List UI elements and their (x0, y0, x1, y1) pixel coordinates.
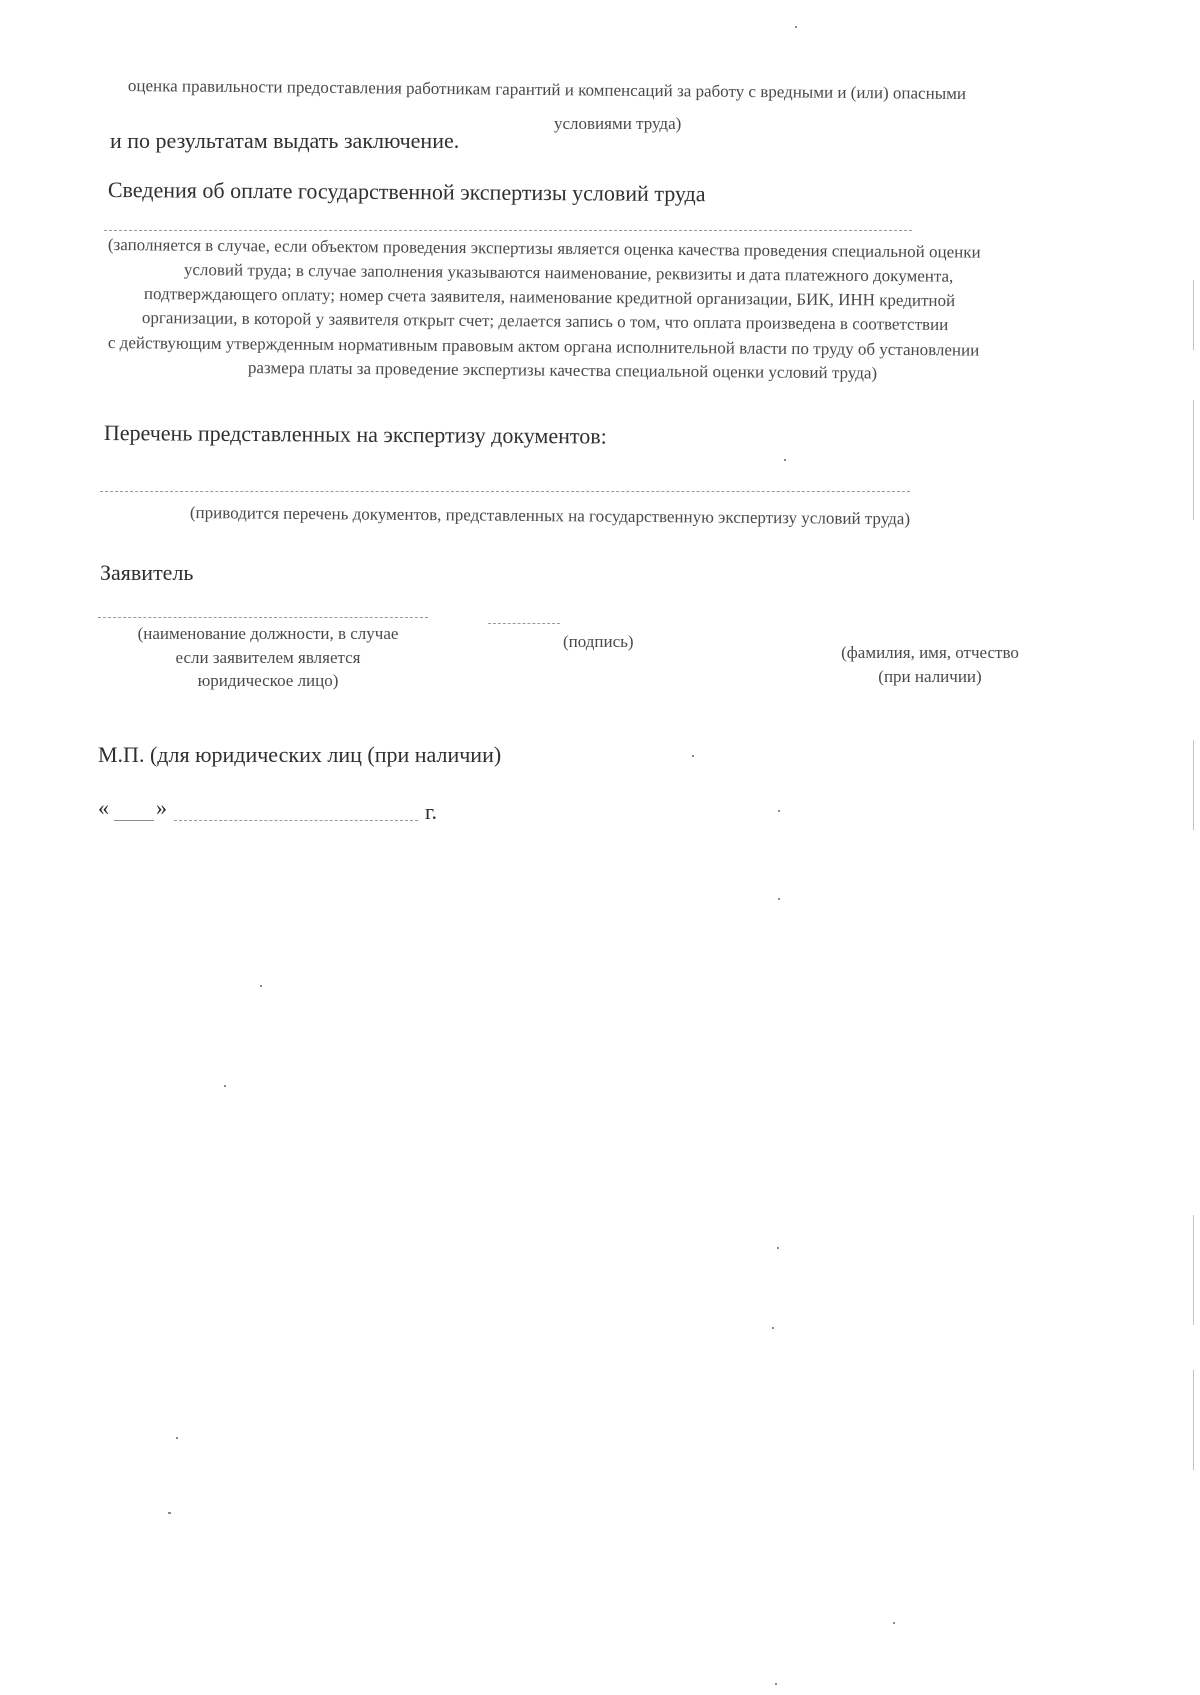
scan-speck (772, 1327, 774, 1329)
payment-info-line (104, 230, 912, 231)
date-month-line (174, 820, 418, 821)
signature-hint: (подпись) (563, 632, 634, 651)
expertise-subject-note-line1: оценка правильности предоставления работникам гарантий и компенсаций за работу с вредными и (или) опасными (127, 76, 967, 104)
applicant-position-line (98, 617, 428, 618)
scan-edge-mark (1193, 1370, 1194, 1470)
scan-speck (168, 1512, 171, 1514)
date-year-suffix: г. (425, 799, 438, 824)
payment-hint-line-4: организации, в которой у заявителя открыт счет; делается запись о том, что оплата произведена в соответствии (141, 308, 949, 335)
date-close-quote: » (156, 795, 167, 820)
position-hint-3: юридическое лицо) (197, 671, 339, 690)
documents-hint: (приводится перечень документов, представленных на государственную экспертизу условий труда) (189, 503, 911, 529)
stamp-text: М.П. (для юридических лиц (при наличии) (98, 742, 502, 767)
applicant-heading: Заявитель (100, 560, 194, 585)
name-hint-1: (фамилия, имя, отчество (841, 643, 1019, 662)
scan-speck (692, 755, 694, 757)
payment-hint-line-5: с действующим утвержденным нормативным правовым актом органа исполнительной власти по труду об установлении (107, 333, 980, 360)
payment-hint-line-1: (заполняется в случае, если объектом проведения экспертизы является оценка качества проведения специальной оценки (107, 235, 981, 262)
documents-section-heading: Перечень представленных на экспертизу документов: (103, 420, 607, 449)
position-hint-2: если заявителем является (175, 648, 361, 667)
scan-speck (778, 898, 780, 900)
position-hint-1: (наименование должности, в случае (137, 624, 399, 643)
scan-edge-mark (1193, 400, 1194, 520)
payment-hint-line-6: размера платы за проведение экспертизы качества специальной оценки условий труда) (247, 358, 878, 383)
date-open-quote: « (98, 795, 109, 820)
payment-hint-line-3: подтверждающего оплату; номер счета заявителя, наименование кредитной организации, БИК, ИНН кредитной (143, 284, 956, 311)
scan-speck (260, 985, 262, 987)
scan-speck (795, 26, 797, 28)
payment-hint-line-2: условий труда; в случае заполнения указываются наименование, реквизиты и дата платежного документа, (183, 260, 954, 286)
scan-speck (775, 1683, 777, 1685)
scan-speck (778, 810, 780, 812)
scan-speck (777, 1247, 779, 1249)
scan-speck (176, 1437, 178, 1439)
name-hint-2: (при наличии) (878, 667, 982, 686)
scan-speck (784, 459, 786, 461)
scan-edge-mark (1193, 1215, 1194, 1325)
conclusion-text: и по результатам выдать заключение. (110, 128, 460, 153)
scan-edge-mark (1193, 280, 1194, 350)
scan-edge-mark (1193, 740, 1194, 830)
documents-list-line (100, 491, 910, 492)
scan-speck (893, 1622, 895, 1624)
scan-speck (224, 1085, 226, 1087)
expertise-subject-note-line2: условиями труда) (554, 114, 682, 133)
applicant-signature-line (488, 623, 560, 624)
payment-section-heading: Сведения об оплате государственной экспертизы условий труда (107, 177, 706, 207)
date-day-line (114, 820, 154, 821)
